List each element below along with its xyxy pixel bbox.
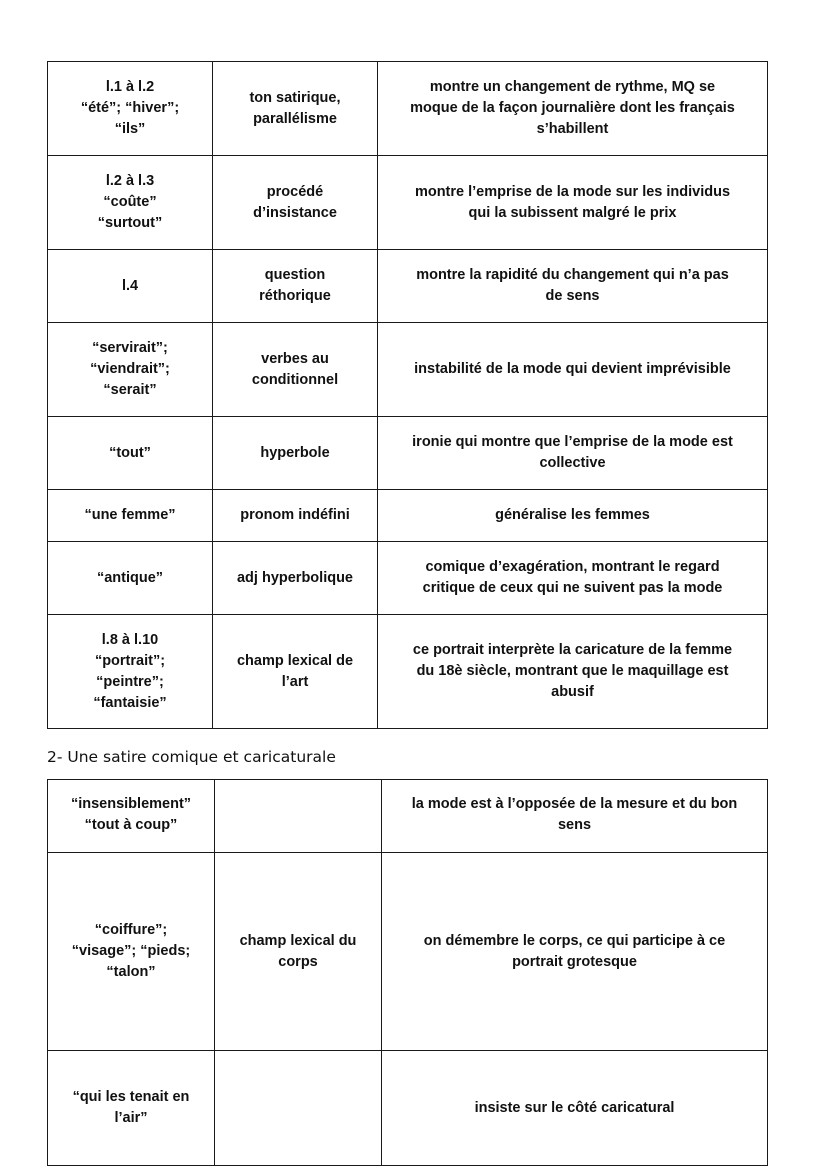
device-cell: adj hyperbolique: [213, 542, 378, 615]
analysis-table-2: [47, 779, 768, 1166]
section-heading: 2- Une satire comique et caricaturale: [47, 748, 336, 766]
table-row: [48, 615, 768, 729]
interpretation-cell: insiste sur le côté caricatural: [382, 1051, 768, 1166]
device-cell: verbes au conditionnel: [213, 323, 378, 417]
quote-cell: “insensiblement” “tout à coup”: [48, 780, 215, 853]
table-row: [48, 853, 768, 1051]
device-cell: [215, 780, 382, 853]
interpretation-cell: montre la rapidité du changement qui n’a pas de sens: [378, 250, 768, 323]
interpretation-cell: on démembre le corps, ce qui participe à ce portrait grotesque: [382, 853, 768, 1051]
device-cell: champ lexical du corps: [215, 853, 382, 1051]
quote-cell: l.4: [48, 250, 213, 323]
quote-cell: “une femme”: [48, 490, 213, 542]
table-row: [48, 1051, 768, 1166]
interpretation-cell: ce portrait interprète la caricature de la femme du 18è siècle, montrant que le maquillage est abusif: [378, 615, 768, 729]
device-cell: champ lexical de l’art: [213, 615, 378, 729]
quote-cell: l.1 à l.2 “été”; “hiver”; “ils”: [48, 62, 213, 156]
interpretation-cell: montre un changement de rythme, MQ se moque de la façon journalière dont les français s’habillent: [378, 62, 768, 156]
table-row: [48, 417, 768, 490]
interpretation-cell: montre l’emprise de la mode sur les individus qui la subissent malgré le prix: [378, 156, 768, 250]
device-cell: question réthorique: [213, 250, 378, 323]
quote-cell: “servirait”; “viendrait”; “serait”: [48, 323, 213, 417]
device-cell: pronom indéfini: [213, 490, 378, 542]
interpretation-cell: généralise les femmes: [378, 490, 768, 542]
quote-cell: l.2 à l.3 “coûte” “surtout”: [48, 156, 213, 250]
interpretation-cell: comique d’exagération, montrant le regard critique de ceux qui ne suivent pas la mode: [378, 542, 768, 615]
interpretation-cell: la mode est à l’opposée de la mesure et du bon sens: [382, 780, 768, 853]
quote-cell: “qui les tenait en l’air”: [48, 1051, 215, 1166]
device-cell: procédé d’insistance: [213, 156, 378, 250]
table-row: [48, 323, 768, 417]
device-cell: [215, 1051, 382, 1166]
quote-cell: “tout”: [48, 417, 213, 490]
table-row: [48, 542, 768, 615]
device-cell: hyperbole: [213, 417, 378, 490]
table-row: [48, 62, 768, 156]
table-row: [48, 490, 768, 542]
quote-cell: “antique”: [48, 542, 213, 615]
quote-cell: l.8 à l.10 “portrait”; “peintre”; “fantaisie”: [48, 615, 213, 729]
analysis-table-1: [47, 61, 768, 729]
table-row: [48, 250, 768, 323]
quote-cell: “coiffure”; “visage”; “pieds; “talon”: [48, 853, 215, 1051]
interpretation-cell: ironie qui montre que l’emprise de la mode est collective: [378, 417, 768, 490]
interpretation-cell: instabilité de la mode qui devient imprévisible: [378, 323, 768, 417]
table-row: [48, 156, 768, 250]
device-cell: ton satirique, parallélisme: [213, 62, 378, 156]
table-row: [48, 780, 768, 853]
